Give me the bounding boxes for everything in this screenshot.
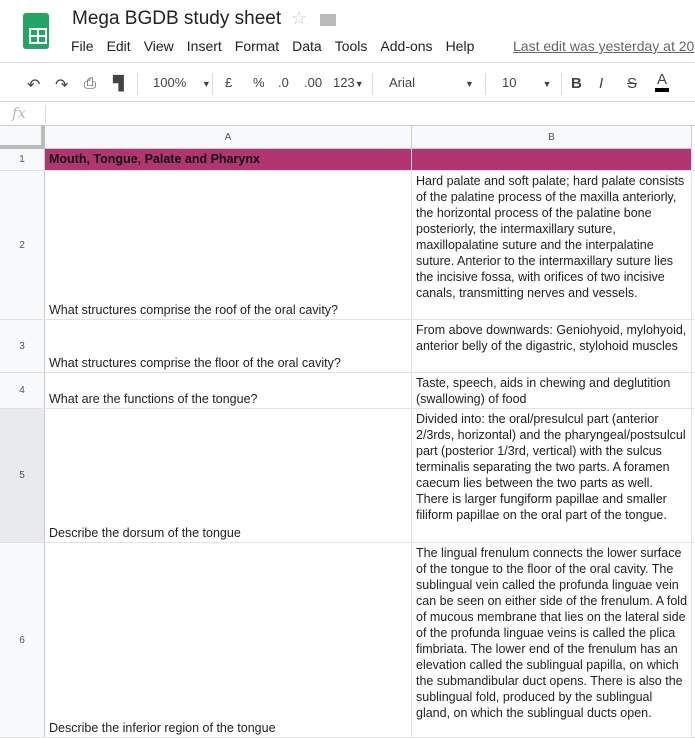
menu-bar xyxy=(71,38,474,54)
table-row xyxy=(0,149,695,171)
folder-icon[interactable] xyxy=(320,14,336,26)
cell-a2[interactable]: What structures comprise the roof of the oral cavity? xyxy=(45,171,412,319)
cell-b4[interactable]: Taste, speech, aids in chewing and deglutition (swallowing) of food xyxy=(412,373,692,408)
row-header[interactable]: 4 xyxy=(0,373,45,408)
text-color-button[interactable]: A xyxy=(655,71,669,92)
document-title[interactable]: Mega BGDB study sheet xyxy=(72,8,282,29)
zoom-value: 100% xyxy=(153,75,187,90)
decrease-decimal-button[interactable]: .0 xyxy=(278,75,289,90)
cell-b6[interactable]: The lingual frenulum connects the lower surface of the tongue to the floor of the oral cavity. The sublingual vein called the profunda linguae vein can be seen on either side of the frenulum. A fold of mucous membrane that lies on the lateral side of the profunda linguae veins is called the plica fimbriata. The lower end of the frenulum has an elevation called the sublingual papilla, on which the submandibular duct opens. There is also the sublingual fold, produced by the sublingual gland, on which the sublingual ducts open. xyxy=(412,543,692,737)
table-row xyxy=(0,171,695,320)
row-header[interactable]: 1 xyxy=(0,149,45,170)
divider xyxy=(137,73,138,95)
sheets-logo[interactable] xyxy=(23,13,49,49)
row-header[interactable]: 6 xyxy=(0,543,45,737)
menu-data[interactable]: Data xyxy=(292,38,322,54)
divider xyxy=(485,73,486,95)
cell-a5[interactable]: Describe the dorsum of the tongue xyxy=(45,409,412,542)
menu-file[interactable]: File xyxy=(71,38,94,54)
last-edit-link[interactable]: Last edit was yesterday at 20 xyxy=(513,38,695,54)
toolbar xyxy=(0,62,695,102)
format-value: 123 xyxy=(333,75,355,90)
redo-icon[interactable]: ↷ xyxy=(55,77,69,94)
increase-decimal-button[interactable]: .00 xyxy=(304,75,323,90)
font-select[interactable]: Arial ▼ xyxy=(389,75,474,90)
menu-tools[interactable]: Tools xyxy=(334,38,368,54)
cell-b2[interactable]: Hard palate and soft palate; hard palate consists of the palatine process of the maxilla anteriorly, the horizontal process of the palatine bone posteriorly, the intermaxillary suture, maxillopalatine suture and the interpalatine suture. Anterior to the intermaxillary suture lies the incisive fossa, with orifices of two incisive canals, transmitting nerves and vessels. xyxy=(412,171,692,319)
menu-help[interactable]: Help xyxy=(445,38,475,54)
table-row xyxy=(0,409,695,543)
divider xyxy=(212,73,213,95)
print-icon[interactable]: ⎙ xyxy=(84,75,97,92)
size-value: 10 xyxy=(502,75,517,90)
table-row xyxy=(0,320,695,373)
zoom-select[interactable]: 100% ▼ xyxy=(153,75,211,90)
select-all-corner[interactable] xyxy=(0,126,45,149)
strikethrough-button[interactable]: S xyxy=(627,75,638,92)
cell-a3[interactable]: What structures comprise the floor of the oral cavity? xyxy=(45,320,412,372)
star-icon[interactable]: ☆ xyxy=(291,8,308,28)
cell-a6[interactable]: Describe the inferior region of the tongue xyxy=(45,543,412,737)
formula-bar[interactable] xyxy=(0,102,695,126)
fx-icon: fx xyxy=(12,104,27,122)
cell-b3[interactable]: From above downwards: Geniohyoid, mylohyoid, anterior belly of the digastric, stylohoid muscles xyxy=(412,320,692,372)
number-format-select[interactable]: 123▼ xyxy=(333,75,364,90)
currency-button[interactable]: £ xyxy=(225,75,233,90)
undo-icon[interactable]: ↶ xyxy=(27,77,41,94)
row-header[interactable]: 5 xyxy=(0,409,45,542)
cell-b5[interactable]: Divided into: the oral/presulcul part (anterior 2/3rds, horizontal) and the pharyngeal/postsulcul part (posterior 1/3rd, vertical) with the sulcus terminalis separating the two parts. A foramen caecum lies between the two parts as well. There is larger fungiform papillae and smaller filiform papillae on the oral part of the tongue. xyxy=(412,409,692,542)
cell-a1[interactable]: Mouth, Tongue, Palate and Pharynx xyxy=(45,149,412,170)
row-header[interactable]: 2 xyxy=(0,171,45,319)
column-header-a[interactable]: A xyxy=(45,126,412,149)
paint-format-icon[interactable]: ▜ xyxy=(113,75,124,91)
menu-edit[interactable]: Edit xyxy=(106,38,131,54)
font-size-select[interactable]: 10 ▼ xyxy=(502,75,552,90)
font-value: Arial xyxy=(389,75,416,90)
menu-addons[interactable]: Add-ons xyxy=(380,38,433,54)
italic-button[interactable]: I xyxy=(599,75,604,92)
row-header[interactable]: 3 xyxy=(0,320,45,372)
menu-format[interactable]: Format xyxy=(234,38,280,54)
cell-a4[interactable]: What are the functions of the tongue? xyxy=(45,373,412,408)
menu-view[interactable]: View xyxy=(143,38,174,54)
cell-b1[interactable] xyxy=(412,149,692,170)
column-header-b[interactable]: B xyxy=(412,126,692,149)
divider xyxy=(45,105,46,123)
divider xyxy=(561,73,562,95)
divider xyxy=(372,73,373,95)
bold-button[interactable]: B xyxy=(571,75,582,92)
menu-insert[interactable]: Insert xyxy=(186,38,222,54)
table-row xyxy=(0,543,695,738)
percent-button[interactable]: % xyxy=(253,75,265,90)
table-row xyxy=(0,373,695,409)
